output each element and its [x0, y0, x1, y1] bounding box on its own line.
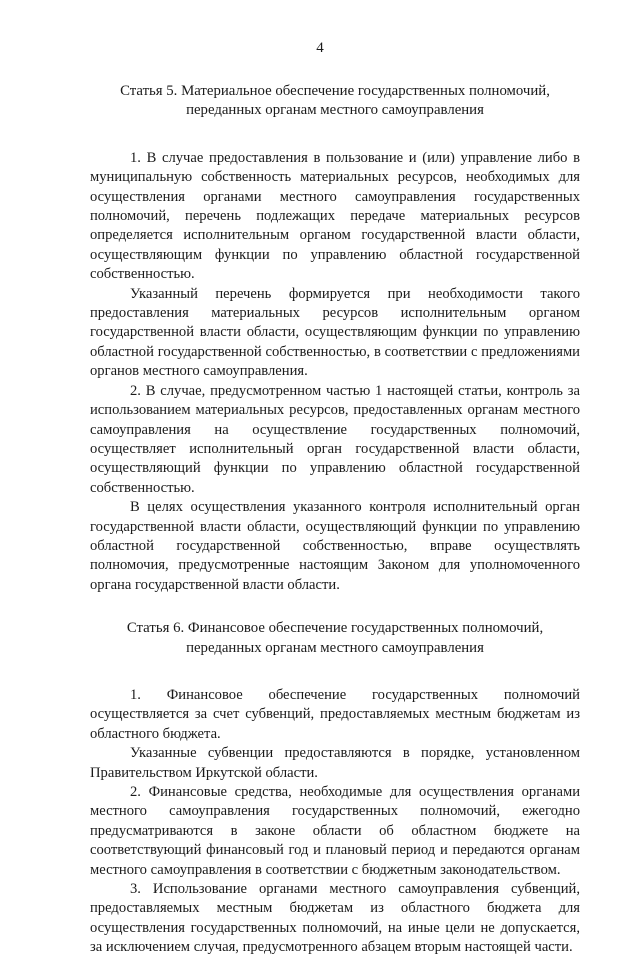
article-6-title	[90, 619, 580, 658]
article-5-title-line-2: переданных органам местного самоуправления	[186, 102, 484, 119]
article-6-title-line-1: Статья 6. Финансовое обеспечение государственных полномочий,	[126, 620, 544, 637]
article-6-paragraph-4: 3. Использование органами местного самоуправления субвенций, предоставляемых местным бюджетам из областного бюджета для осуществления государственных полномочий, на иные цели не допускается, за исключением случая, предусмотренного абзацем вторым настоящей части.	[90, 881, 580, 956]
article-5-title-line-1: Статья 5. Материальное обеспечение государственных полномочий,	[120, 83, 550, 99]
article-6-title-line-2: переданных органам местного самоуправления	[186, 639, 484, 656]
article-5-paragraph-4: В целях осуществления указанного контроля исполнительный орган государственной власти области, осуществляющий функции по управлению областной государственной собственностью, вправе осуществлять полномочия, предусмотренные настоящим Законом для уполномоченного органа государственной власти области.	[90, 499, 580, 593]
article-6-paragraph-1: 1. Финансовое обеспечение государственных полномочий осуществляется за счет субвенций, предоставляемых местным бюджетам из областного бюджета.	[90, 686, 580, 742]
spacer	[90, 595, 580, 619]
article-6-paragraph-2: Указанные субвенции предоставляются в порядке, установленном Правительством Иркутской области.	[90, 745, 580, 781]
article-5-paragraph-1: 1. В случае предоставления в пользование и (или) управление либо в муниципальную собственность материальных ресурсов, необходимых для осуществления органами местного самоуправления государственных полномочий, перечень подлежащих передаче материальных ресурсов определяется исполнительным органом государственной власти области, осуществляющим функции по управлению областной государственной собственностью.	[90, 149, 580, 283]
spacer	[90, 121, 580, 149]
article-5-paragraph-3: 2. В случае, предусмотренном частью 1 настоящей статьи, контроль за использованием материальных ресурсов, предоставленных органам местного самоуправления на осуществление государственных полномочий, осуществляет исполнительный орган государственной власти области, осуществляющий функции по управлению областной государственной собственностью.	[90, 382, 580, 496]
article-6-paragraph-3: 2. Финансовые средства, необходимые для осуществления органами местного самоуправления государственных полномочий, ежегодно предусматриваются в законе области об областном бюджете на соответствующий финансовый год и плановый период и передаются органам местного самоуправления в соответствии с бюджетным законодательством.	[90, 784, 580, 878]
page-number: 4	[316, 40, 324, 56]
spacer	[90, 658, 580, 686]
article-5-paragraph-2: Указанный перечень формируется при необходимости такого предоставления материальных ресурсов исполнительным органом государственной власти области, осуществляющим функции по управлению областной государственной собственностью, в соответствии с предложениями органов местного самоуправления.	[90, 285, 580, 380]
article-5-title	[90, 82, 580, 121]
document-body	[90, 82, 580, 958]
